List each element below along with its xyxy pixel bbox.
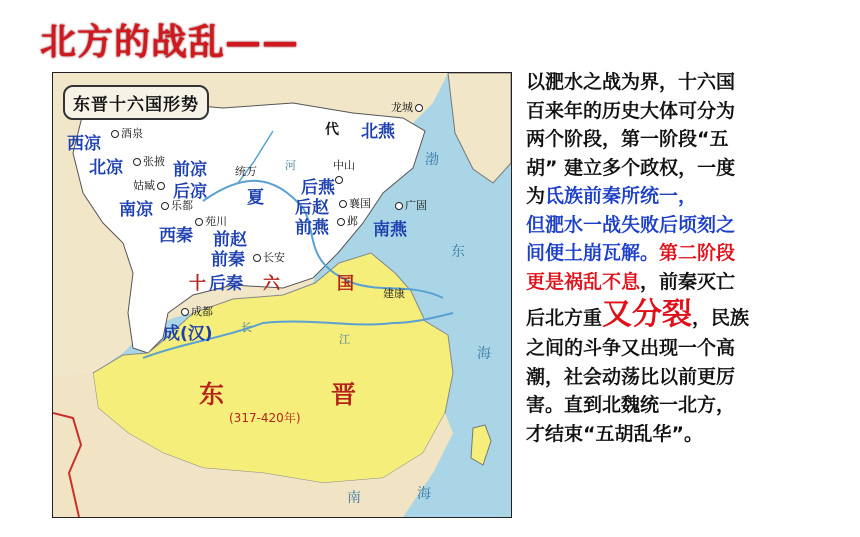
label-changan-text: 长安	[263, 251, 285, 264]
paragraph-line	[526, 68, 846, 97]
label-sea-dong: 东	[451, 244, 465, 260]
paragraph-segment: 后北方重	[526, 307, 603, 329]
paragraph-segment: 两个阶段，第一阶段“五	[526, 128, 729, 150]
label-dai: 代	[325, 122, 339, 138]
paragraph-line	[526, 391, 846, 420]
paragraph-segment: ，前秦灭亡	[640, 270, 736, 293]
label-nanhai-hai: 海	[417, 486, 431, 502]
paragraph-line	[526, 239, 846, 268]
label-qianyan: 前燕	[295, 218, 329, 238]
label-xiangguo-text: 襄国	[349, 197, 371, 210]
paragraph-line	[526, 125, 846, 154]
paragraph-segment: 百来年的历史大体可分为	[526, 99, 736, 122]
label-chenghan: 成(汉)	[163, 324, 213, 344]
paragraph-segment: 第二阶段	[659, 242, 736, 264]
label-xiliang: 西凉	[67, 134, 101, 154]
label-houqin: 后秦	[209, 274, 243, 294]
label-ye	[335, 213, 358, 229]
label-guanggu-text: 广固	[405, 199, 427, 212]
paragraph-segment: 更是祸乱不息	[526, 270, 641, 293]
paragraph-line	[526, 420, 846, 449]
label-guo: 国	[337, 274, 354, 294]
label-qianliang: 前凉	[173, 160, 207, 180]
label-zhongshan	[333, 157, 355, 186]
label-guzang-text: 姑臧	[133, 179, 155, 192]
label-bohai: 渤	[425, 152, 439, 168]
label-xia: 夏	[247, 188, 264, 208]
label-zhongshan-text: 中山	[333, 159, 355, 172]
label-sea-hai: 海	[477, 346, 491, 362]
label-xiangguo	[337, 195, 371, 211]
map-image	[52, 72, 512, 518]
map-heading: 东晋十六国形势	[63, 85, 209, 120]
label-tongwan: 统万	[235, 165, 257, 178]
label-jiang: 江	[339, 333, 350, 346]
label-liu: 六	[263, 274, 280, 294]
paragraph-line	[526, 334, 846, 363]
label-qianqin: 前秦	[211, 250, 245, 270]
slide-title: 北方的战乱——	[40, 22, 300, 63]
paragraph-line	[526, 211, 846, 240]
label-dongjin-jin: 晋	[331, 380, 357, 409]
paragraph-segment: 又分裂	[602, 297, 693, 332]
paragraph-segment: ，民族	[692, 307, 750, 329]
paragraph-segment: 害。直到北魏统一北方，	[526, 394, 736, 416]
label-chengdu-text: 成都	[191, 305, 213, 318]
paragraph-segment: 但淝水一战失败后顷刻之	[526, 213, 736, 236]
label-houyan: 后燕	[301, 178, 335, 198]
paragraph-segment: 为	[526, 185, 546, 207]
label-zhangye	[131, 153, 165, 169]
label-nanliang: 南凉	[119, 200, 153, 220]
paragraph-segment: 潮，社会动荡比以前更厉	[526, 365, 736, 388]
label-longcheng	[391, 99, 425, 115]
paragraph-segment: 之间的斗争又出现一个高	[526, 337, 736, 359]
paragraph-segment: 氐族前秦所统一，	[545, 185, 698, 207]
explanation-paragraph	[526, 68, 846, 448]
label-jiuquan	[109, 125, 143, 141]
paragraph-segment: 胡” 建立多个政权，一度	[526, 156, 736, 179]
paragraph-line	[526, 296, 846, 334]
label-houliang: 后凉	[173, 182, 207, 202]
label-nanyan: 南燕	[373, 220, 407, 240]
paragraph-line	[526, 268, 846, 297]
label-ye-text: 邺	[347, 215, 358, 228]
label-jiankang: 建康	[383, 287, 405, 300]
paragraph-segment: 间便土崩瓦解。	[526, 242, 660, 264]
paragraph-line	[526, 97, 846, 126]
paragraph-line	[526, 363, 846, 392]
label-beiliang: 北凉	[89, 158, 123, 178]
paragraph-line	[526, 154, 846, 183]
label-qianzhao: 前赵	[213, 230, 247, 250]
label-beiyan: 北燕	[361, 122, 395, 142]
label-shi: 十	[189, 274, 206, 294]
label-chengdu	[179, 303, 213, 319]
paragraph-segment: 以淝水之战为界，十六国	[526, 71, 736, 93]
label-he: 河	[285, 159, 296, 172]
label-wanchuan-text: 苑川	[205, 215, 227, 228]
label-houzhao: 后赵	[295, 198, 329, 218]
label-longcheng-text: 龙城	[391, 101, 413, 114]
paragraph-line	[526, 182, 846, 211]
label-ledu	[159, 197, 193, 213]
label-chang: 长	[241, 321, 252, 334]
label-guanggu	[393, 197, 427, 213]
label-years: (317-420年)	[229, 411, 301, 425]
label-changan	[251, 249, 285, 265]
label-jiuquan-text: 酒泉	[121, 127, 143, 140]
label-nan: 南	[347, 490, 361, 506]
paragraph-segment: 才结束“五胡乱华”。	[526, 422, 703, 445]
label-xiqin: 西秦	[159, 226, 193, 246]
label-zhangye-text: 张掖	[143, 155, 165, 168]
label-ledu-text: 乐都	[171, 199, 193, 212]
label-guzang	[133, 177, 167, 193]
label-dongjin-dong: 东	[199, 380, 225, 409]
